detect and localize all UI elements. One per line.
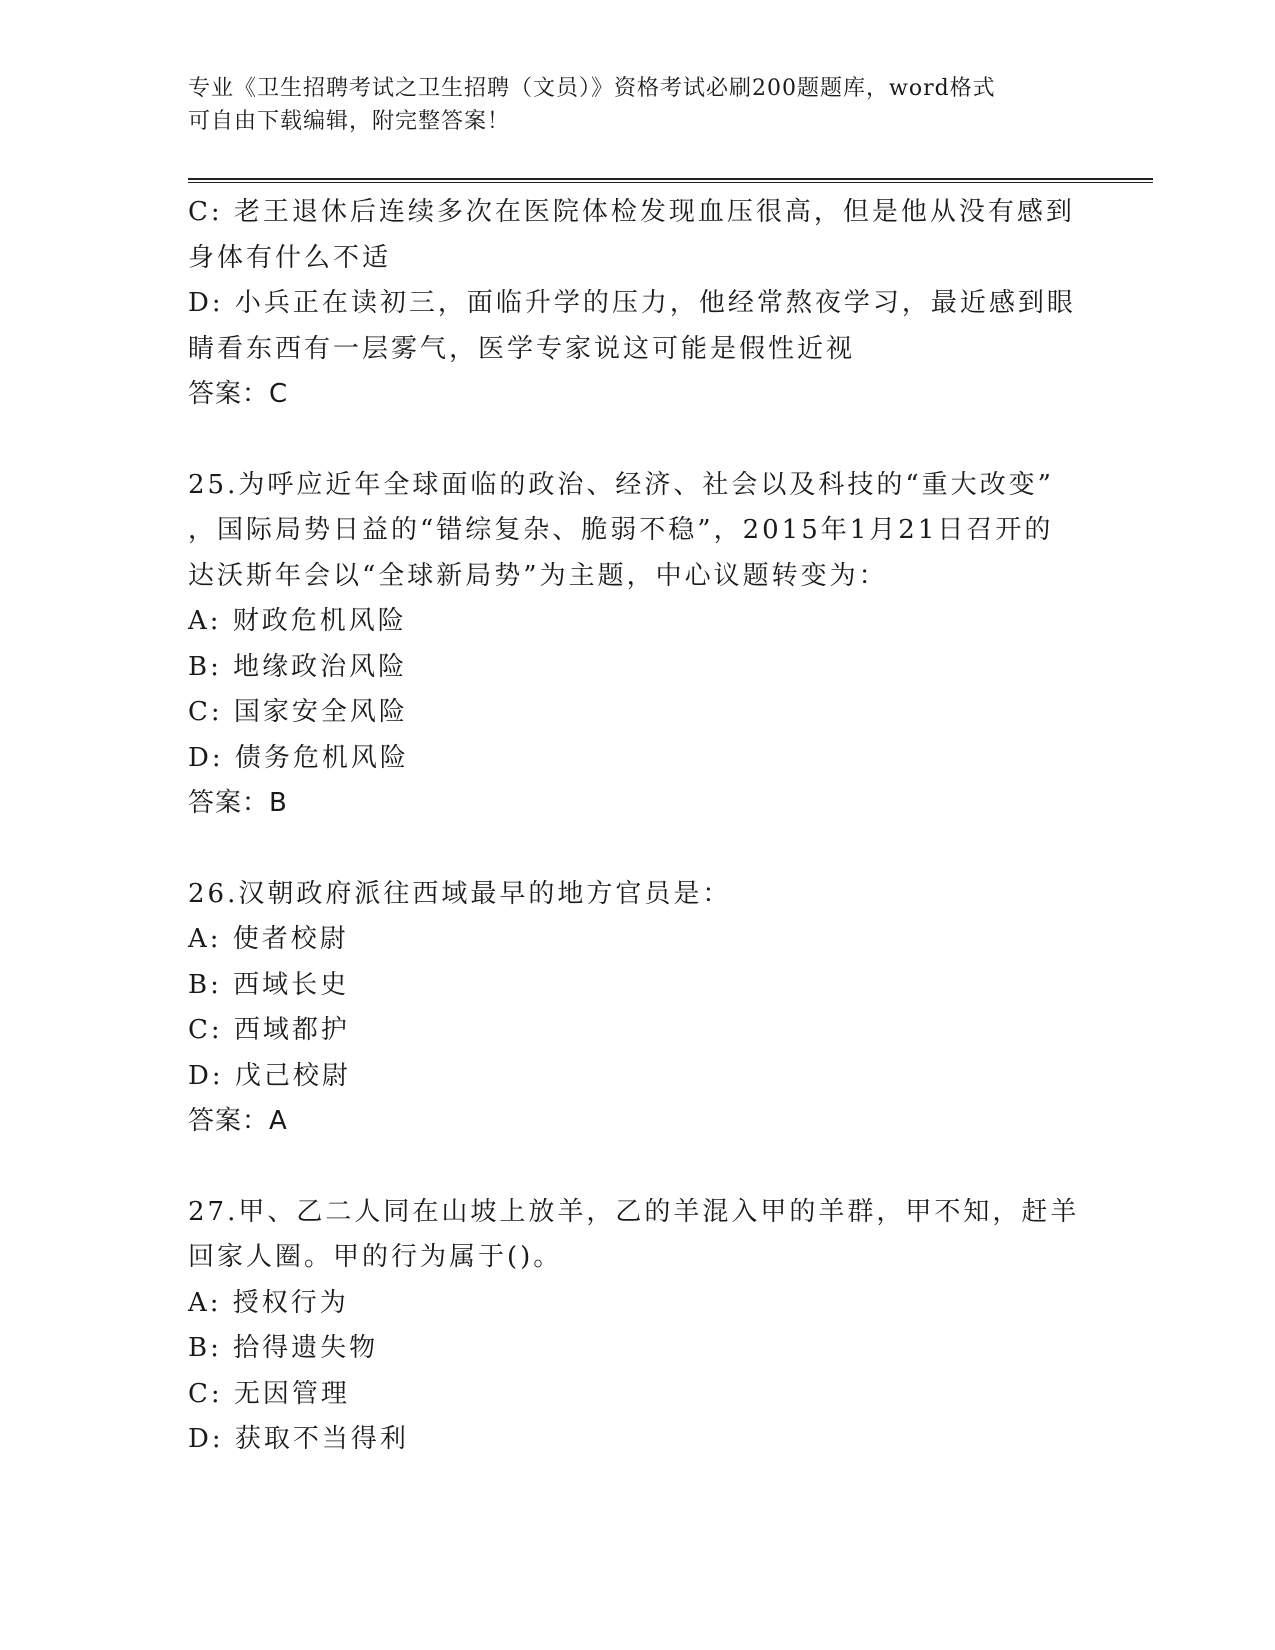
- document-body: [188, 190, 1088, 1463]
- option-d: D: 戊己校尉: [188, 1060, 351, 1091]
- spacer: [188, 418, 1088, 463]
- spacer: [188, 1145, 1088, 1190]
- option-b: B: 西域长史: [188, 969, 350, 1000]
- answer: 答案：A: [188, 1106, 288, 1136]
- option-a: A: 财政危机风险: [188, 606, 407, 636]
- question-27: [188, 1190, 1088, 1463]
- header-line-1: 专业《卫生招聘考试之卫生招聘（文员）》资格考试必刷200题题库，word格式: [188, 76, 996, 101]
- option-b: B: 地缘政治风险: [188, 651, 408, 682]
- question-text-line-3: 达沃斯年会以“全球新局势”为主题，中心议题转变为：: [188, 560, 888, 591]
- question-25: [188, 463, 1088, 827]
- question-text-line-2: ，国际局势日益的“错综复杂、脆弱不稳”，2015年1月21日召开的: [188, 515, 1054, 545]
- question-26: [188, 872, 1088, 1145]
- question-text-line-1: 27.甲、乙二人同在山坡上放羊，乙的羊混入甲的羊群，甲不知，赶羊: [188, 1196, 1080, 1227]
- option-d: D: 债务危机风险: [188, 742, 409, 773]
- option-c: C: 西域都护: [188, 1015, 350, 1045]
- question-text-line-1: 25.为呼应近年全球面临的政治、经济、社会以及科技的“重大改变”: [188, 469, 1054, 500]
- answer: 答案：B: [188, 788, 288, 818]
- question-text-line-1: 26.汉朝政府派往西域最早的地方官员是：: [188, 878, 732, 909]
- answer: 答案：C: [188, 379, 289, 409]
- question-24-tail: [188, 190, 1088, 418]
- option-d-line-2: 睛看东西有一层雾气，医学专家说这可能是假性近视: [188, 333, 856, 364]
- option-c-line-1: C: 老王退休后连续多次在医院体检发现血压很高，但是他从没有感到: [188, 197, 1075, 227]
- option-c: C: 无因管理: [188, 1378, 350, 1409]
- header-line-2: 可自由下载编辑，附完整答案！: [188, 109, 511, 134]
- spacer: [188, 827, 1088, 872]
- header-divider: [188, 178, 1153, 183]
- option-a: A: 授权行为: [188, 1287, 349, 1318]
- option-d-line-1: D: 小兵正在读初三，面临升学的压力，他经常熬夜学习，最近感到眼: [188, 288, 1076, 318]
- option-d: D: 获取不当得利: [188, 1424, 409, 1454]
- question-text-line-2: 回家人圈。甲的行为属于()。: [188, 1242, 563, 1272]
- page-header: [188, 72, 1088, 138]
- option-b: B: 拾得遗失物: [188, 1333, 379, 1363]
- option-c: C: 国家安全风险: [188, 697, 408, 727]
- option-c-line-2: 身体有什么不适: [188, 242, 392, 273]
- option-a: A: 使者校尉: [188, 924, 349, 954]
